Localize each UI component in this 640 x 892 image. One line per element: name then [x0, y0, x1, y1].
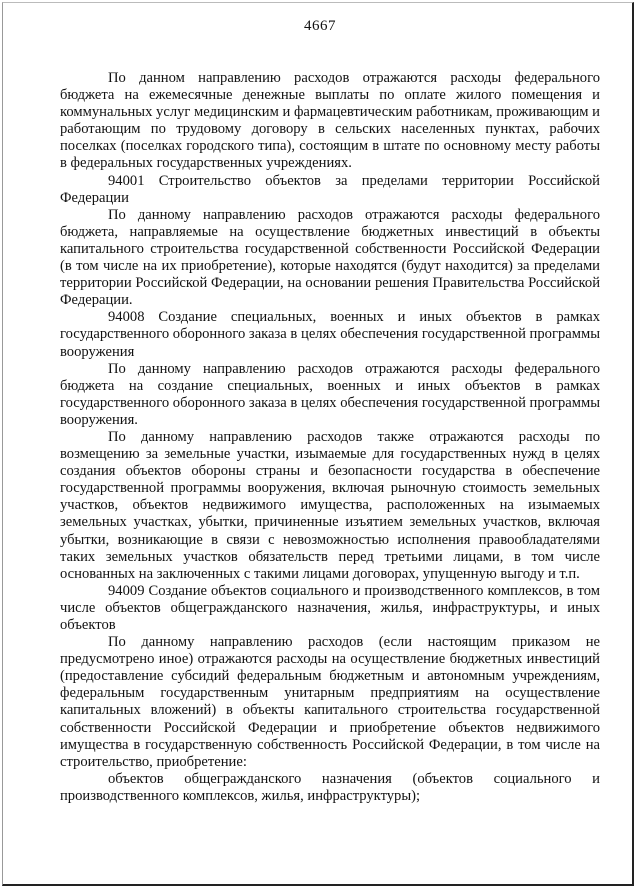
paragraph-94008-description: По данному направлению расходов отражаются расходы федерального бюджета на создание специальных, военных и иных объектов в рамках государственного оборонного заказа в целях обеспечения государственной программы вооружения. — [60, 360, 600, 428]
page-number: 4667 — [304, 18, 336, 34]
paragraph-94001-description: По данному направлению расходов отражаются расходы федерального бюджета, направляемые на осуществление бюджетных инвестиций в объекты капитального строительства государственной собственности Российской Федерации (в том числе на их приобретение), которые находятся (будут находится) за пределами территории Российской Федерации, на основании решения Правительства Российской Федерации. — [60, 206, 600, 309]
code-heading-94001: 94001 Строительство объектов за пределами территории Российской Федерации — [60, 172, 600, 206]
paragraph-94009-list-item: объектов общегражданского назначения (объектов социального и производственного комплексов, жилья, инфраструктуры); — [60, 770, 600, 804]
document-body — [60, 70, 600, 805]
paragraph-94008-land-compensation: По данному направлению расходов также отражаются расходы по возмещению за земельные участки, изымаемые для государственных нужд в целях создания объектов обороны страны и безопасности государства в обеспечение государственной программы вооружения, включая рыночную стоимость земельных участков, объектов недвижимого имущества, расположенных на изымаемых земельных участках, убытки, причиненные изъятием земельных участков, включая убытки, возникающие в связи с невозможностью исполнения правообладателями таких земельных участков обязательств перед третьими лицами, в том числе основанных на заключенных с такими лицами договорах, упущенную выгоду и т.п. — [60, 428, 600, 582]
code-heading-94009: 94009 Создание объектов социального и производственного комплексов, в том числе объектов общегражданского назначения, жилья, инфраструктуры, и иных объектов — [60, 582, 600, 633]
paragraph-94009-description: По данному направлению расходов (если настоящим приказом не предусмотрено иное) отражаются расходы на осуществление бюджетных инвестиций (предоставление субсидий федеральным бюджетным и автономным учреждениям, федеральным государственным унитарным предприятиям на осуществление капитальных вложений) в объекты капитального строительства государственной собственности Российской Федерации и приобретение объектов недвижимого имущества в государственную собственность Российской Федерации, в том числе на строительство, приобретение: — [60, 634, 600, 770]
code-heading-94008: 94008 Создание специальных, военных и иных объектов в рамках государственного оборонного заказа в целях обеспечения государственной программы вооружения — [60, 309, 600, 360]
paragraph-housing-payments: По данном направлению расходов отражаются расходы федерального бюджета на ежемесячные денежные выплаты по оплате жилого помещения и коммунальных услуг медицинским и фармацевтическим работникам, проживающим и работающим по трудовому договору в сельских населенных пунктах, рабочих поселках (поселках городского типа), состоящим в штате по основному месту работы в федеральных государственных учреждениях. — [60, 70, 600, 172]
